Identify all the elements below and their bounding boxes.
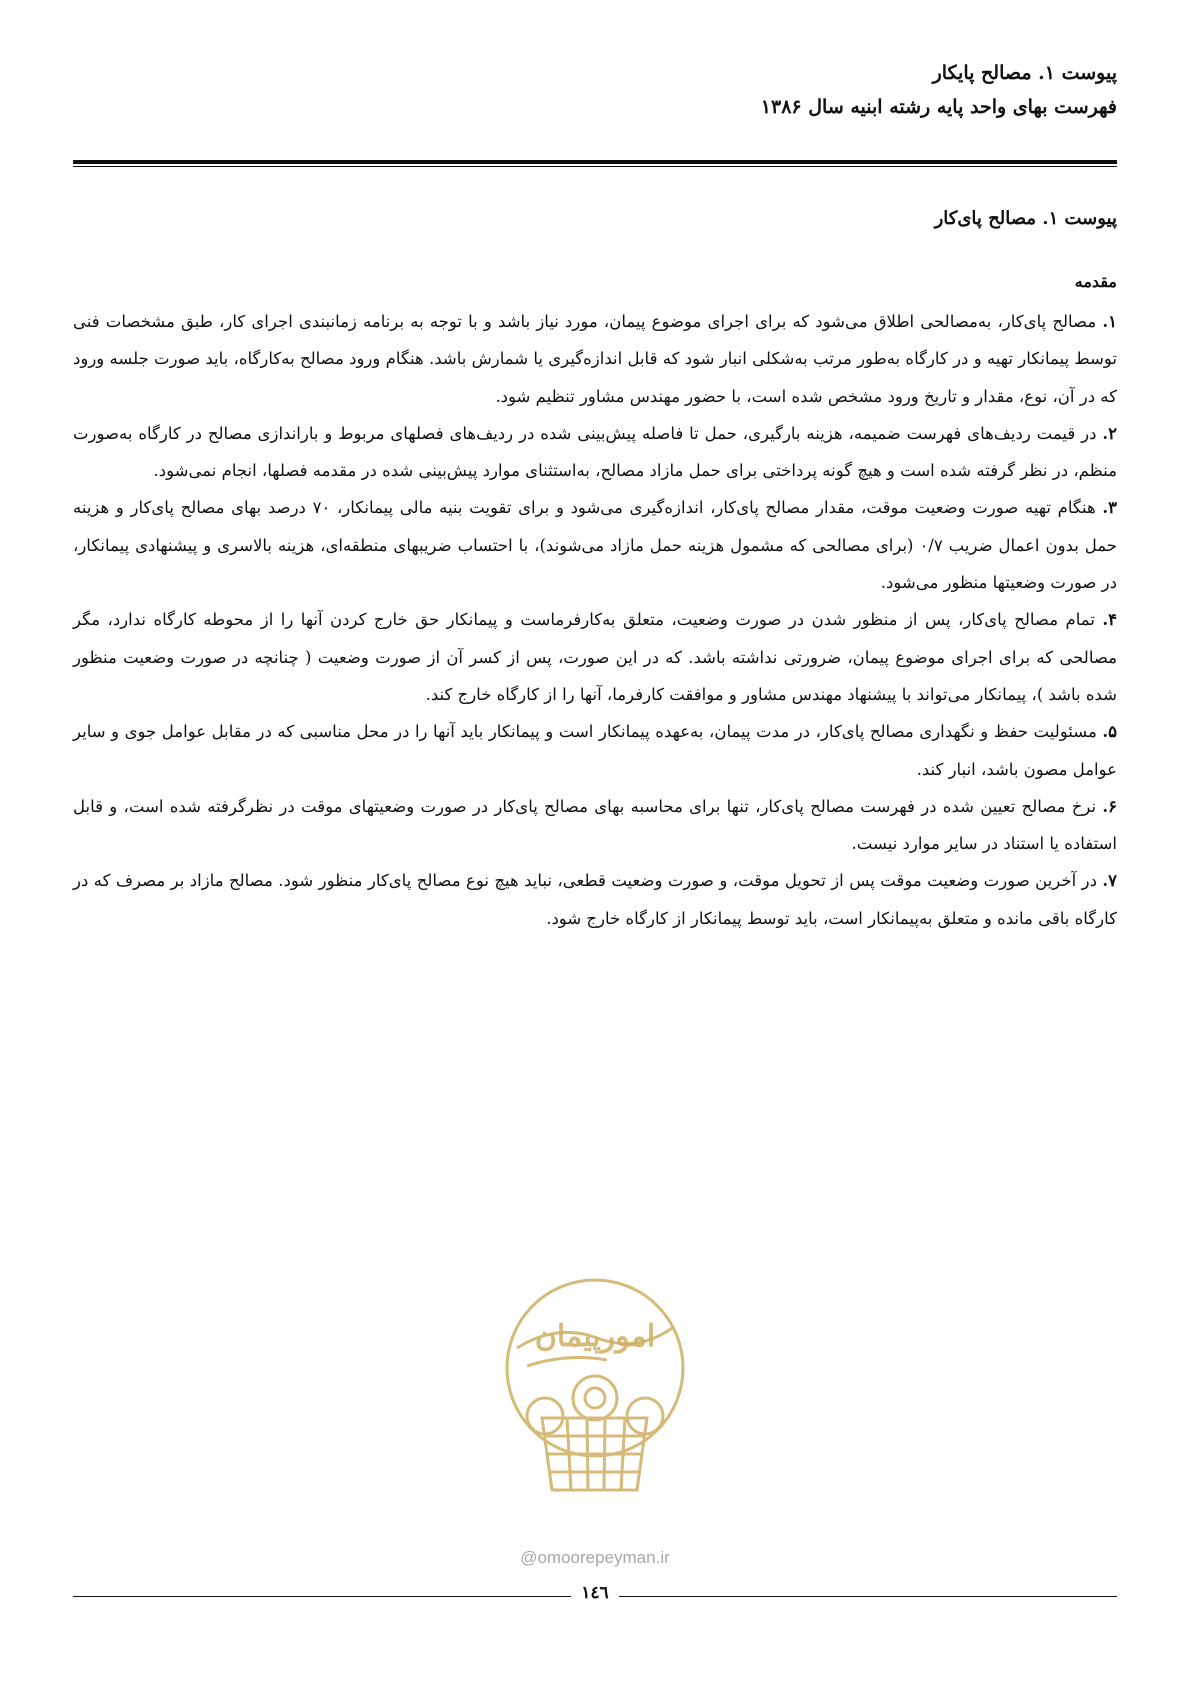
paragraph-number: ۳. xyxy=(1102,498,1117,518)
paragraph-text: نرخ مصالح تعیین شده در فهرست مصالح پای‌کار، تنها برای محاسبه بهای مصالح پای‌کار در صورت وضعیتهای موقت در نظرگرفته شده است، و قابل استفاده یا استناد در سایر موارد نیست. xyxy=(73,796,1117,854)
paragraph-3 xyxy=(73,489,1117,601)
paragraph-number: ۱. xyxy=(1102,312,1117,331)
logo-lettering: امورپیمان xyxy=(534,1319,656,1354)
section-title: پیوست ۱. مصالح پای‌کار xyxy=(934,208,1117,229)
paragraph-text: مصالح پای‌کار، به‌مصالحی اطلاق می‌شود که برای اجرای موضوع پیمان، مورد نیاز باشد و با توجه به برنامه زمانبندی اجرای کار، طبق مشخصات فنی توسط پیمانکار تهیه و در کارگاه به‌طور مرتب به‌شکلی انبار شود که قابل اندازه‌گیری یا شمارش باشد. هنگام ورود مصالح به‌کارگاه، باید صورت جلسه ورود که در آن، نوع، مقدار و تاریخ ورود مشخص شده است، با حضور مهندس مشاور تنظیم شود. xyxy=(73,312,1117,406)
watermark-logo xyxy=(487,1268,703,1508)
paragraph-number: ۴. xyxy=(1102,610,1117,630)
paragraph-4 xyxy=(73,601,1117,713)
page-number: ١٤٦ xyxy=(581,1583,609,1603)
paragraph-2 xyxy=(73,415,1117,490)
paragraph-5 xyxy=(73,713,1117,788)
paragraph-text: هنگام تهیه صورت وضعیت موقت، مقدار مصالح پای‌کار، اندازه‌گیری می‌شود و برای تقویت بنیه مالی پیمانکار، ۷۰ درصد بهای مصالح پای‌کار و هزینه حمل بدون اعمال ضریب ۰/۷ (برای مصالحی که مشمول هزینه حمل مازاد می‌شوند)، با احتساب ضریبهای منطقه‌ای، هزینه بالاسری و پیشنهادی پیمانکار، در صورت وضعیتها منظور می‌شود. xyxy=(73,498,1117,593)
intro-heading: مقدمه xyxy=(1074,272,1117,291)
header-title: پیوست ۱. مصالح پایکار xyxy=(932,62,1117,84)
paragraph-number: ۶. xyxy=(1102,796,1117,816)
header-subtitle: فهرست بهای واحد پایه رشته ابنیه سال ۱۳۸۶ xyxy=(760,96,1117,118)
paragraph-1 xyxy=(73,303,1117,415)
paragraph-text: مسئولیت حفظ و نگهداری مصالح پای‌کار، در مدت پیمان، به‌عهده پیمانکار است و پیمانکار باید آنها را در محل مناسبی که در مقابل عوامل جوی و سایر عوامل مصون باشد، انبار کند. xyxy=(73,722,1117,779)
header-divider-thin xyxy=(73,166,1117,167)
paragraph-text: در آخرین صورت وضعیت موقت پس از تحویل موقت، و صورت وضعیت قطعی، نباید هیچ نوع مصالح پای‌کار منظور شود. مصالح مازاد بر مصرف که در کارگاه باقی مانده و متعلق به‌پیمانکار است، باید توسط پیمانکار از کارگاه خارج شود. xyxy=(73,871,1117,928)
logo-icon xyxy=(487,1268,703,1508)
page-footer xyxy=(73,1583,1117,1607)
page-header xyxy=(73,56,1117,124)
paragraph-6 xyxy=(73,788,1117,863)
paragraph-text: در قیمت ردیف‌های فهرست ضمیمه، هزینه بارگیری، حمل تا فاصله پیش‌بینی شده در ردیف‌های فصلهای مربوط و باراندازی مصالح در کارگاه به‌صورت منظم، در نظر گرفته شده است و هیچ گونه پرداختی برای حمل مازاد مصالح، به‌استثنای موارد پیش‌بینی شده در مقدمه فصلها، انجام نمی‌شود. xyxy=(73,423,1117,481)
paragraph-number: ۲. xyxy=(1102,423,1117,443)
paragraph-number: ۵. xyxy=(1102,722,1117,742)
header-divider-thick xyxy=(73,160,1117,164)
paragraph-7 xyxy=(73,862,1117,937)
paragraph-text: تمام مصالح پای‌کار، پس از منظور شدن در صورت وضعیت، متعلق به‌کارفرماست و پیمانکار حق خارج کردن آنها را از محوطه کارگاه ندارد، مگر مصالحی که برای اجرای موضوع پیمان، ضرورتی نداشته باشد. که در این صورت، پس از کسر آن از صورت وضعیت ( چنانچه در صورت وضعیت منظور شده باشد )، پیمانکار می‌تواند با پیشنهاد مهندس مشاور و موافقت کارفرما، آنها را از کارگاه خارج کند. xyxy=(73,610,1117,704)
website-url: @omoorepeyman.ir xyxy=(520,1548,670,1567)
document-body xyxy=(73,303,1117,937)
paragraph-number: ۷. xyxy=(1102,871,1117,891)
